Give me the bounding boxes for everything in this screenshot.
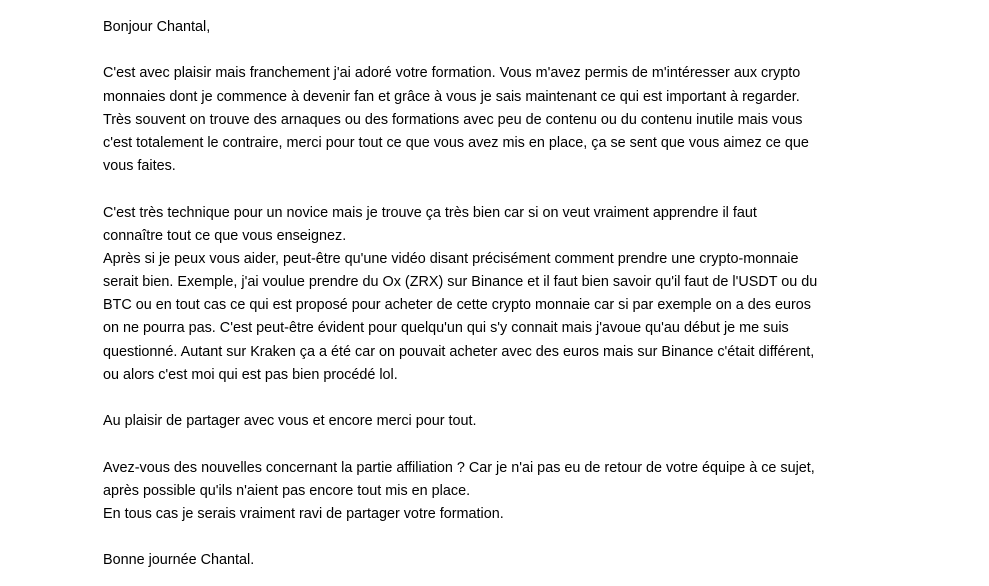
spacer	[103, 526, 903, 549]
text-line: questionné. Autant sur Kraken ça a été car on pouvait acheter avec des euros mais sur Binance c'était différent,	[103, 343, 815, 360]
text-line: connaître tout ce que vous enseignez.	[103, 227, 347, 244]
letter-body	[103, 16, 903, 573]
greeting: Bonjour Chantal,	[103, 19, 211, 35]
spacer	[103, 39, 903, 62]
text-line: BTC ou en tout cas ce qui est proposé pour acheter de cette crypto monnaie car si par exemple on a des euros	[103, 297, 811, 314]
text-line: Très souvent on trouve des arnaques ou des formations avec peu de contenu ou du contenu inutile mais vous	[103, 111, 803, 128]
text-line: Après si je peux vous aider, peut-être qu'une vidéo disant précisément comment prendre une crypto-monnaie	[103, 250, 799, 267]
text-line: on ne pourra pas. C'est peut-être évident pour quelqu'un qui s'y connait mais j'avoue qu'au début je me suis	[103, 320, 789, 337]
paragraph-thanks	[103, 410, 903, 433]
text-line: Au plaisir de partager avec vous et encore merci pour tout.	[103, 413, 477, 430]
text-line: monnaies dont je commence à devenir fan et grâce à vous je sais maintenant ce qui est important à regarder.	[103, 88, 800, 105]
text-line: ou alors c'est moi qui est pas bien procédé lol.	[103, 366, 398, 383]
text-line: après possible qu'ils n'aient pas encore tout mis en place.	[103, 482, 471, 499]
paragraph-suggestion	[103, 202, 903, 388]
paragraph-appreciation	[103, 62, 903, 178]
closing: Bonne journée Chantal.	[103, 552, 255, 569]
text-line: Avez-vous des nouvelles concernant la partie affiliation ? Car je n'ai pas eu de retour de votre équipe à ce sujet,	[103, 459, 815, 476]
text-line: En tous cas je serais vraiment ravi de partager votre formation.	[103, 505, 504, 522]
paragraph-affiliation	[103, 457, 903, 527]
text-line: C'est avec plaisir mais franchement j'ai adoré votre formation. Vous m'avez permis de m'intéresser aux crypto	[103, 65, 801, 82]
text-line: c'est totalement le contraire, merci pour tout ce que vous avez mis en place, ça se sent que vous aimez ce que	[103, 134, 809, 151]
spacer	[103, 178, 903, 201]
text-line: serait bien. Exemple, j'ai voulue prendre du Ox (ZRX) sur Binance et il faut bien savoir qu'il faut de l'USDT ou du	[103, 274, 818, 291]
text-line: C'est très technique pour un novice mais je trouve ça très bien car si on veut vraiment apprendre il faut	[103, 204, 757, 221]
spacer	[103, 433, 903, 456]
spacer	[103, 387, 903, 410]
text-line: vous faites.	[103, 158, 176, 175]
